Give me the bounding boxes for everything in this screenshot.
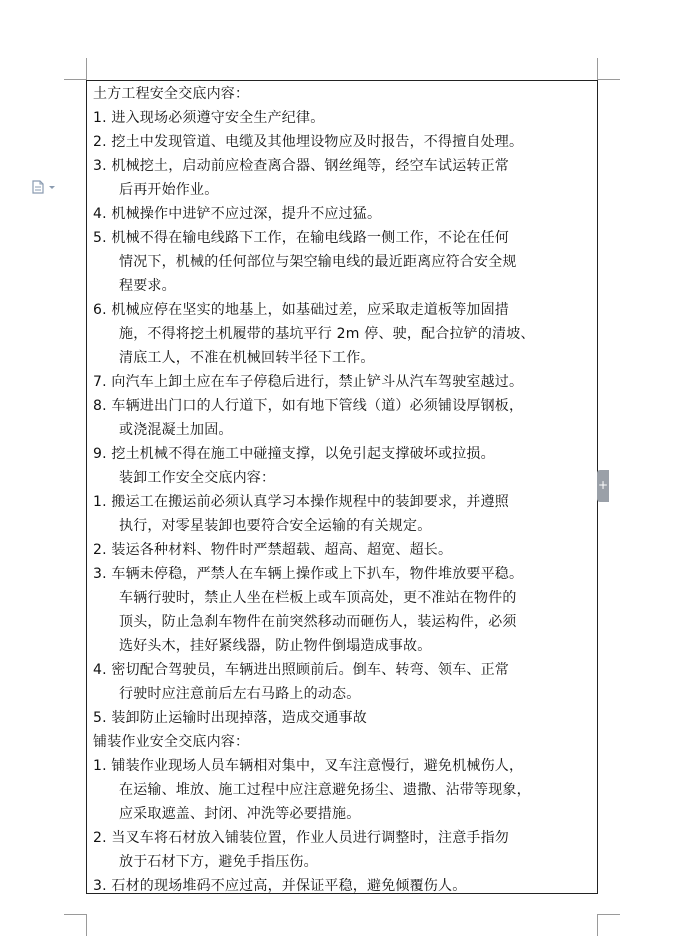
list-item-continuation: 清底工人，不准在机械回转半径下工作。: [119, 350, 375, 366]
list-item: 3. 车辆未停稳，严禁人在车辆上操作或上下扒车，物件堆放要平稳。: [93, 566, 524, 582]
list-item: 2. 装运各种材料、物件时严禁超载、超高、超宽、超长。: [93, 542, 453, 558]
crop-mark-top-right-h: [598, 79, 620, 80]
list-item-continuation: 应采取遮盖、封闭、冲洗等必要措施。: [119, 806, 361, 822]
crop-mark-bottom-left-v: [86, 914, 87, 936]
list-item: 1. 铺装作业现场人员车辆相对集中，叉车注意慢行，避免机械伤人，: [93, 758, 524, 774]
list-item-continuation: 选好头木，挂好紧线器，防止物件倒塌造成事故。: [119, 638, 432, 654]
document-body: [93, 82, 597, 898]
list-item: 9. 挖土机械不得在施工中碰撞支撑，以免引起支撑破坏或拉损。: [93, 446, 495, 462]
list-item: 2. 当叉车将石材放入铺装位置，作业人员进行调整时，注意手指勿: [93, 830, 510, 846]
list-item: 1. 进入现场必须遵守安全生产纪律。: [93, 110, 325, 126]
list-item-continuation: 或浇混凝土加固。: [119, 422, 233, 438]
list-item-continuation: 施，不得将挖土机履带的基坑平行 2m 停、驶，配合拉铲的清坡、: [119, 326, 535, 342]
crop-mark-top-left-v: [86, 58, 87, 80]
list-item-continuation: 程要求。: [119, 278, 176, 294]
list-item-continuation: 在运输、堆放、施工过程中应注意避免扬尘、遗撒、沾带等现象，: [119, 782, 531, 798]
list-item-continuation: 放于石材下方，避免手指压伤。: [119, 854, 318, 870]
crop-mark-top-right-v: [597, 58, 598, 80]
crop-mark-bottom-right-h: [598, 914, 620, 915]
list-item-continuation: 行驶时应注意前后左右马路上的动态。: [119, 686, 361, 702]
list-item: 3. 机械挖土，启动前应检查离合器、钢丝绳等，经空车试运转正常: [93, 158, 510, 174]
list-item: 5. 装卸防止运输时出现掉落，造成交通事故: [93, 710, 368, 726]
document-icon[interactable]: [30, 179, 60, 193]
crop-mark-bottom-right-v: [597, 914, 598, 936]
list-item: 5. 机械不得在输电线路下工作，在输电线路一侧工作，不论在任何: [93, 230, 510, 246]
list-item: 4. 密切配合驾驶员，车辆进出照顾前后。倒车、转弯、领车、正常: [93, 662, 510, 678]
plus-icon: +: [597, 478, 609, 492]
list-item: 8. 车辆进出门口的人行道下，如有地下管线（道）必须铺设厚钢板，: [93, 398, 524, 414]
list-item-continuation: 顶头，防止急刹车物件在前突然移动而砸伤人，装运构件，必须: [119, 614, 517, 630]
crop-mark-bottom-left-h: [64, 914, 86, 915]
crop-mark-top-left-h: [64, 79, 86, 80]
section-title: 装卸工作安全交底内容：: [119, 470, 276, 486]
list-item: 2. 挖土中发现管道、电缆及其他埋设物应及时报告，不得擅自处理。: [93, 134, 524, 150]
list-item: 3. 石材的现场堆码不应过高，并保证平稳，避免倾覆伤人。: [93, 878, 467, 894]
list-item: 7. 向汽车上卸土应在车子停稳后进行，禁止铲斗从汽车驾驶室越过。: [93, 374, 524, 390]
list-item-continuation: 车辆行驶时，禁止人坐在栏板上或车顶高处，更不准站在物件的: [119, 590, 517, 606]
list-item-continuation: 后再开始作业。: [119, 182, 219, 198]
list-item: 4. 机械操作中进铲不应过深，提升不应过猛。: [93, 206, 382, 222]
section-title: 铺装作业安全交底内容：: [93, 734, 250, 750]
list-item: 1. 搬运工在搬运前必须认真学习本操作规程中的装卸要求，并遵照: [93, 494, 510, 510]
list-item: 6. 机械应停在坚实的地基上，如基础过差，应采取走道板等加固措: [93, 302, 510, 318]
side-expand-tab[interactable]: [597, 470, 609, 502]
list-item-continuation: 执行，对零星装卸也要符合安全运输的有关规定。: [119, 518, 432, 534]
section-title: 土方工程安全交底内容：: [93, 86, 250, 102]
list-item-continuation: 情况下，机械的任何部位与架空输电线的最近距离应符合安全规: [119, 254, 517, 270]
